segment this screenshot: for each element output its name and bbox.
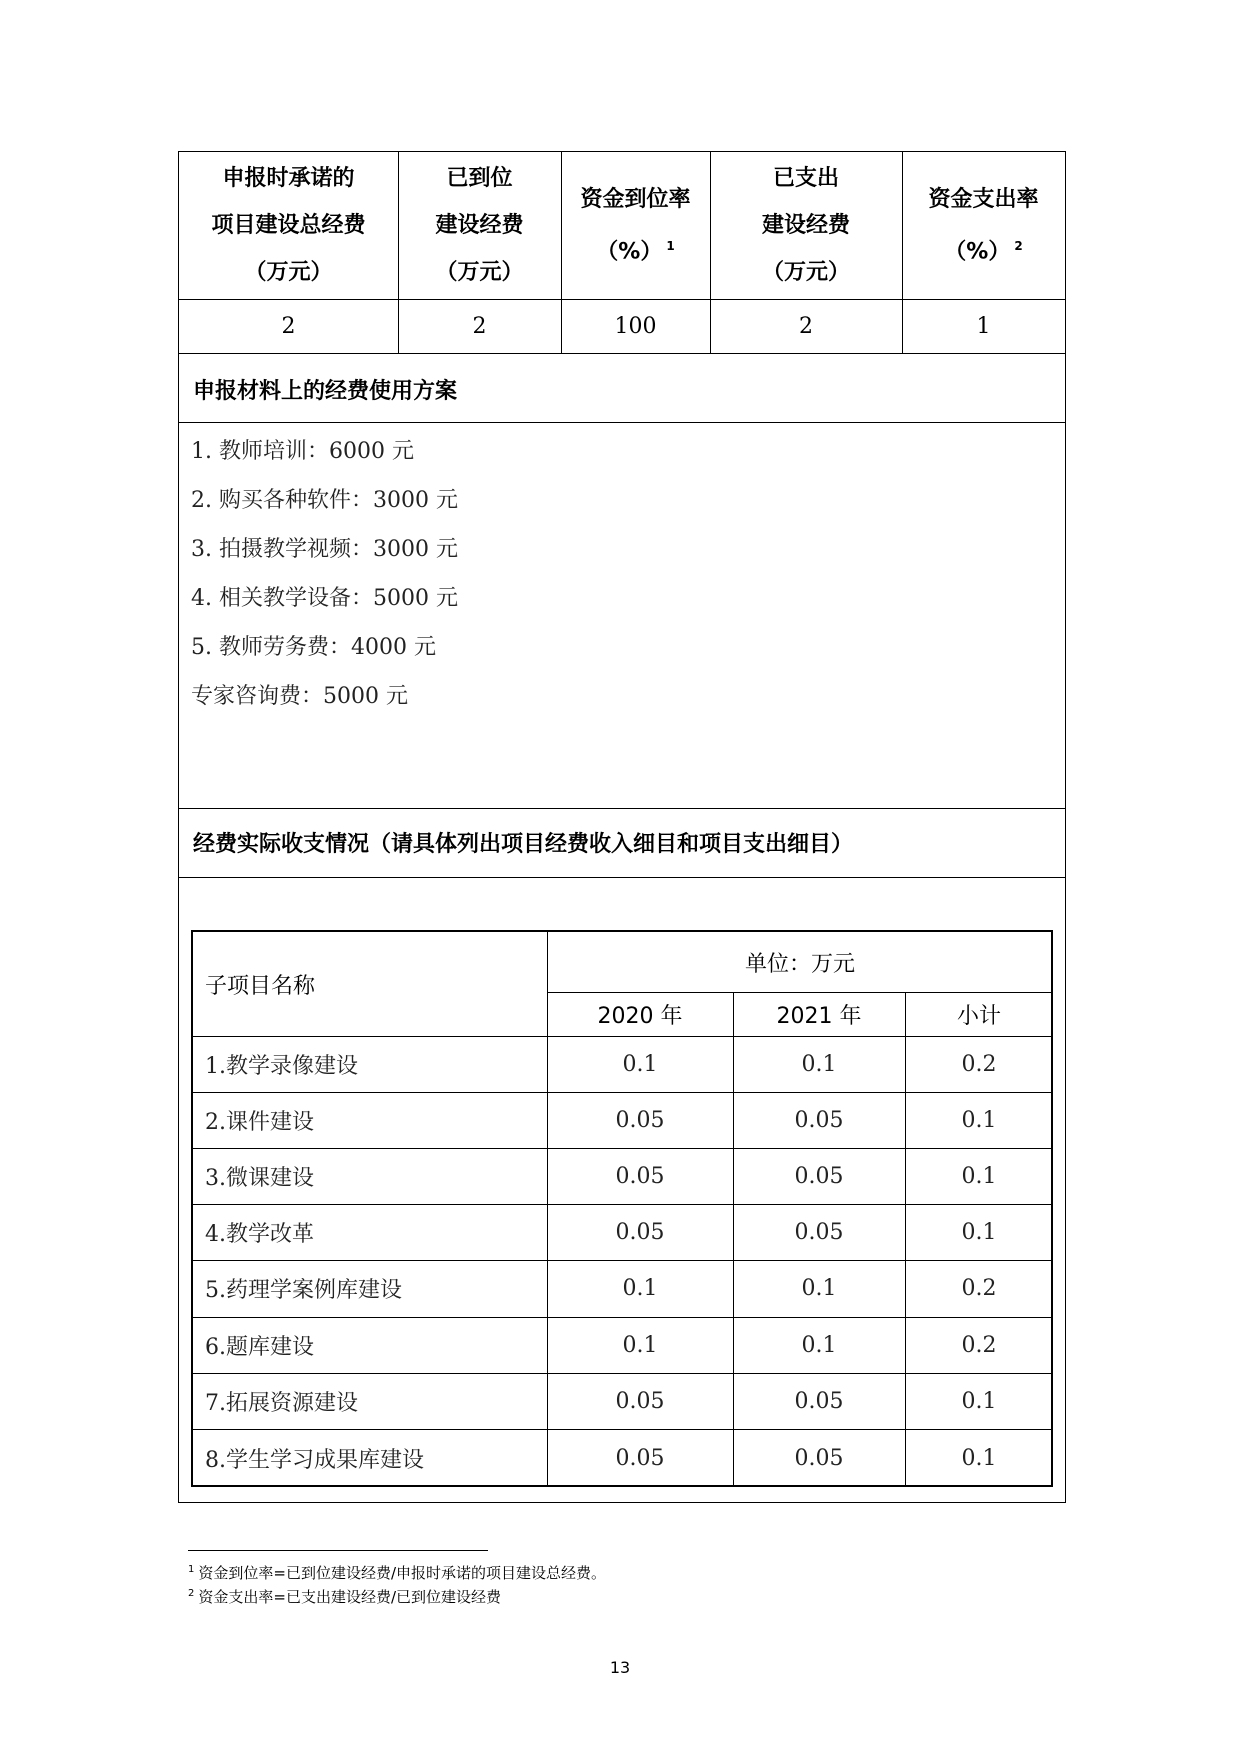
value-arrival-rate: 100 [614, 313, 657, 339]
amount-subtotal: 0.1 [961, 1388, 997, 1414]
header-line: （%） $^1$ [596, 238, 675, 265]
amount-subtotal: 0.1 [961, 1163, 997, 1189]
funding-report-table [178, 151, 1066, 1503]
subproject-name: 1.教学录像建设 [205, 1053, 358, 1079]
amount-2020: 0.05 [615, 1107, 665, 1133]
plan-item: 3. 拍摄教学视频：3000 元 [191, 537, 458, 562]
subproject-name: 7.拓展资源建设 [205, 1390, 358, 1416]
year-2021-header: 2021 年 [776, 1003, 862, 1029]
amount-2021: 0.05 [794, 1445, 844, 1471]
header-line: 建设经费 [435, 213, 524, 238]
amount-subtotal: 0.2 [961, 1051, 997, 1077]
subproject-name: 3.微课建设 [205, 1165, 314, 1191]
row-divider [179, 422, 1065, 423]
plan-item: 1. 教师培训：6000 元 [191, 439, 414, 464]
amount-2020: 0.1 [622, 1332, 658, 1358]
header-line: 申报时承诺的 [222, 166, 355, 191]
header-funding-arrival-rate [561, 152, 710, 299]
subproject-name-header: 子项目名称 [205, 973, 316, 999]
amount-2021: 0.1 [801, 1332, 837, 1358]
amount-2020: 0.05 [615, 1445, 665, 1471]
value-committed-total: 2 [281, 313, 296, 339]
row-divider [179, 808, 1065, 809]
amount-2021: 0.05 [794, 1388, 844, 1414]
plan-section-title: 申报材料上的经费使用方案 [193, 379, 458, 404]
header-line: 资金到位率 [580, 186, 691, 212]
actual-section-title: 经费实际收支情况（请具体列出项目经费收入细目和项目支出细目） [193, 832, 854, 857]
header-line: 已支出 [772, 166, 839, 191]
amount-2020: 0.05 [615, 1388, 665, 1414]
amount-2021: 0.1 [801, 1051, 837, 1077]
amount-2021: 0.1 [801, 1276, 837, 1301]
footnote-separator [188, 1550, 488, 1551]
row-divider [179, 877, 1065, 878]
footnote-mark: 1 [188, 1564, 195, 1575]
footnote-1 [188, 1562, 606, 1583]
amount-2020: 0.1 [622, 1276, 658, 1301]
subproject-name: 6.题库建设 [205, 1334, 314, 1360]
footnote-2 [188, 1586, 501, 1607]
amount-subtotal: 0.1 [961, 1445, 997, 1471]
header-spending-rate [902, 152, 1065, 299]
plan-item: 5. 教师劳务费：4000 元 [191, 635, 436, 660]
row-divider [179, 353, 1065, 354]
header-spent-funding [710, 152, 902, 299]
unit-header: 单位：万元 [744, 951, 855, 977]
subproject-name: 2.课件建设 [205, 1109, 314, 1135]
amount-subtotal: 0.2 [961, 1276, 997, 1301]
subproject-name: 8.学生学习成果库建设 [205, 1447, 424, 1473]
amount-subtotal: 0.1 [961, 1107, 997, 1133]
amount-2020: 0.05 [615, 1163, 665, 1189]
subproject-name: 5.药理学案例库建设 [205, 1278, 402, 1303]
subproject-name: 4.教学改革 [205, 1221, 314, 1247]
header-committed-total-funding [179, 152, 398, 299]
year-2020-header: 2020 年 [597, 1003, 683, 1029]
plan-item: 4. 相关教学设备：5000 元 [191, 586, 458, 611]
header-line: 建设经费 [761, 213, 850, 238]
amount-subtotal: 0.1 [961, 1219, 997, 1245]
value-spent: 2 [799, 313, 813, 339]
amount-subtotal: 0.2 [961, 1332, 997, 1358]
header-received-funding [398, 152, 561, 299]
value-received: 2 [472, 313, 487, 339]
value-spending-rate: 1 [976, 313, 991, 339]
header-line: （万元） [244, 260, 333, 285]
header-line: （万元） [435, 260, 524, 285]
footnote-marker: 2 [1014, 238, 1023, 253]
plan-item: 2. 购买各种软件：3000 元 [191, 488, 458, 513]
subtotal-header: 小计 [956, 1003, 1001, 1029]
amount-2020: 0.05 [615, 1219, 665, 1245]
header-line: 项目建设总经费 [211, 213, 366, 238]
footnote-text: 资金支出率=已支出建设经费/已到位建设经费 [198, 1588, 501, 1606]
plan-item: 专家咨询费：5000 元 [191, 684, 408, 709]
footnote-mark: 2 [188, 1588, 195, 1599]
amount-2021: 0.05 [794, 1107, 844, 1133]
header-line: 已到位 [446, 166, 513, 191]
amount-2020: 0.1 [622, 1051, 658, 1077]
page-number: 13 [609, 1658, 631, 1677]
footnote-marker: 1 [666, 238, 675, 253]
header-line: （%） $^2$ [944, 238, 1023, 265]
header-line: （万元） [761, 260, 850, 285]
footnote-text: 资金到位率=已到位建设经费/申报时承诺的项目建设总经费。 [198, 1564, 606, 1582]
header-line: 资金支出率 [928, 186, 1039, 212]
amount-2021: 0.05 [794, 1163, 844, 1189]
amount-2021: 0.05 [794, 1219, 844, 1245]
expense-breakdown-table [191, 930, 1053, 1487]
